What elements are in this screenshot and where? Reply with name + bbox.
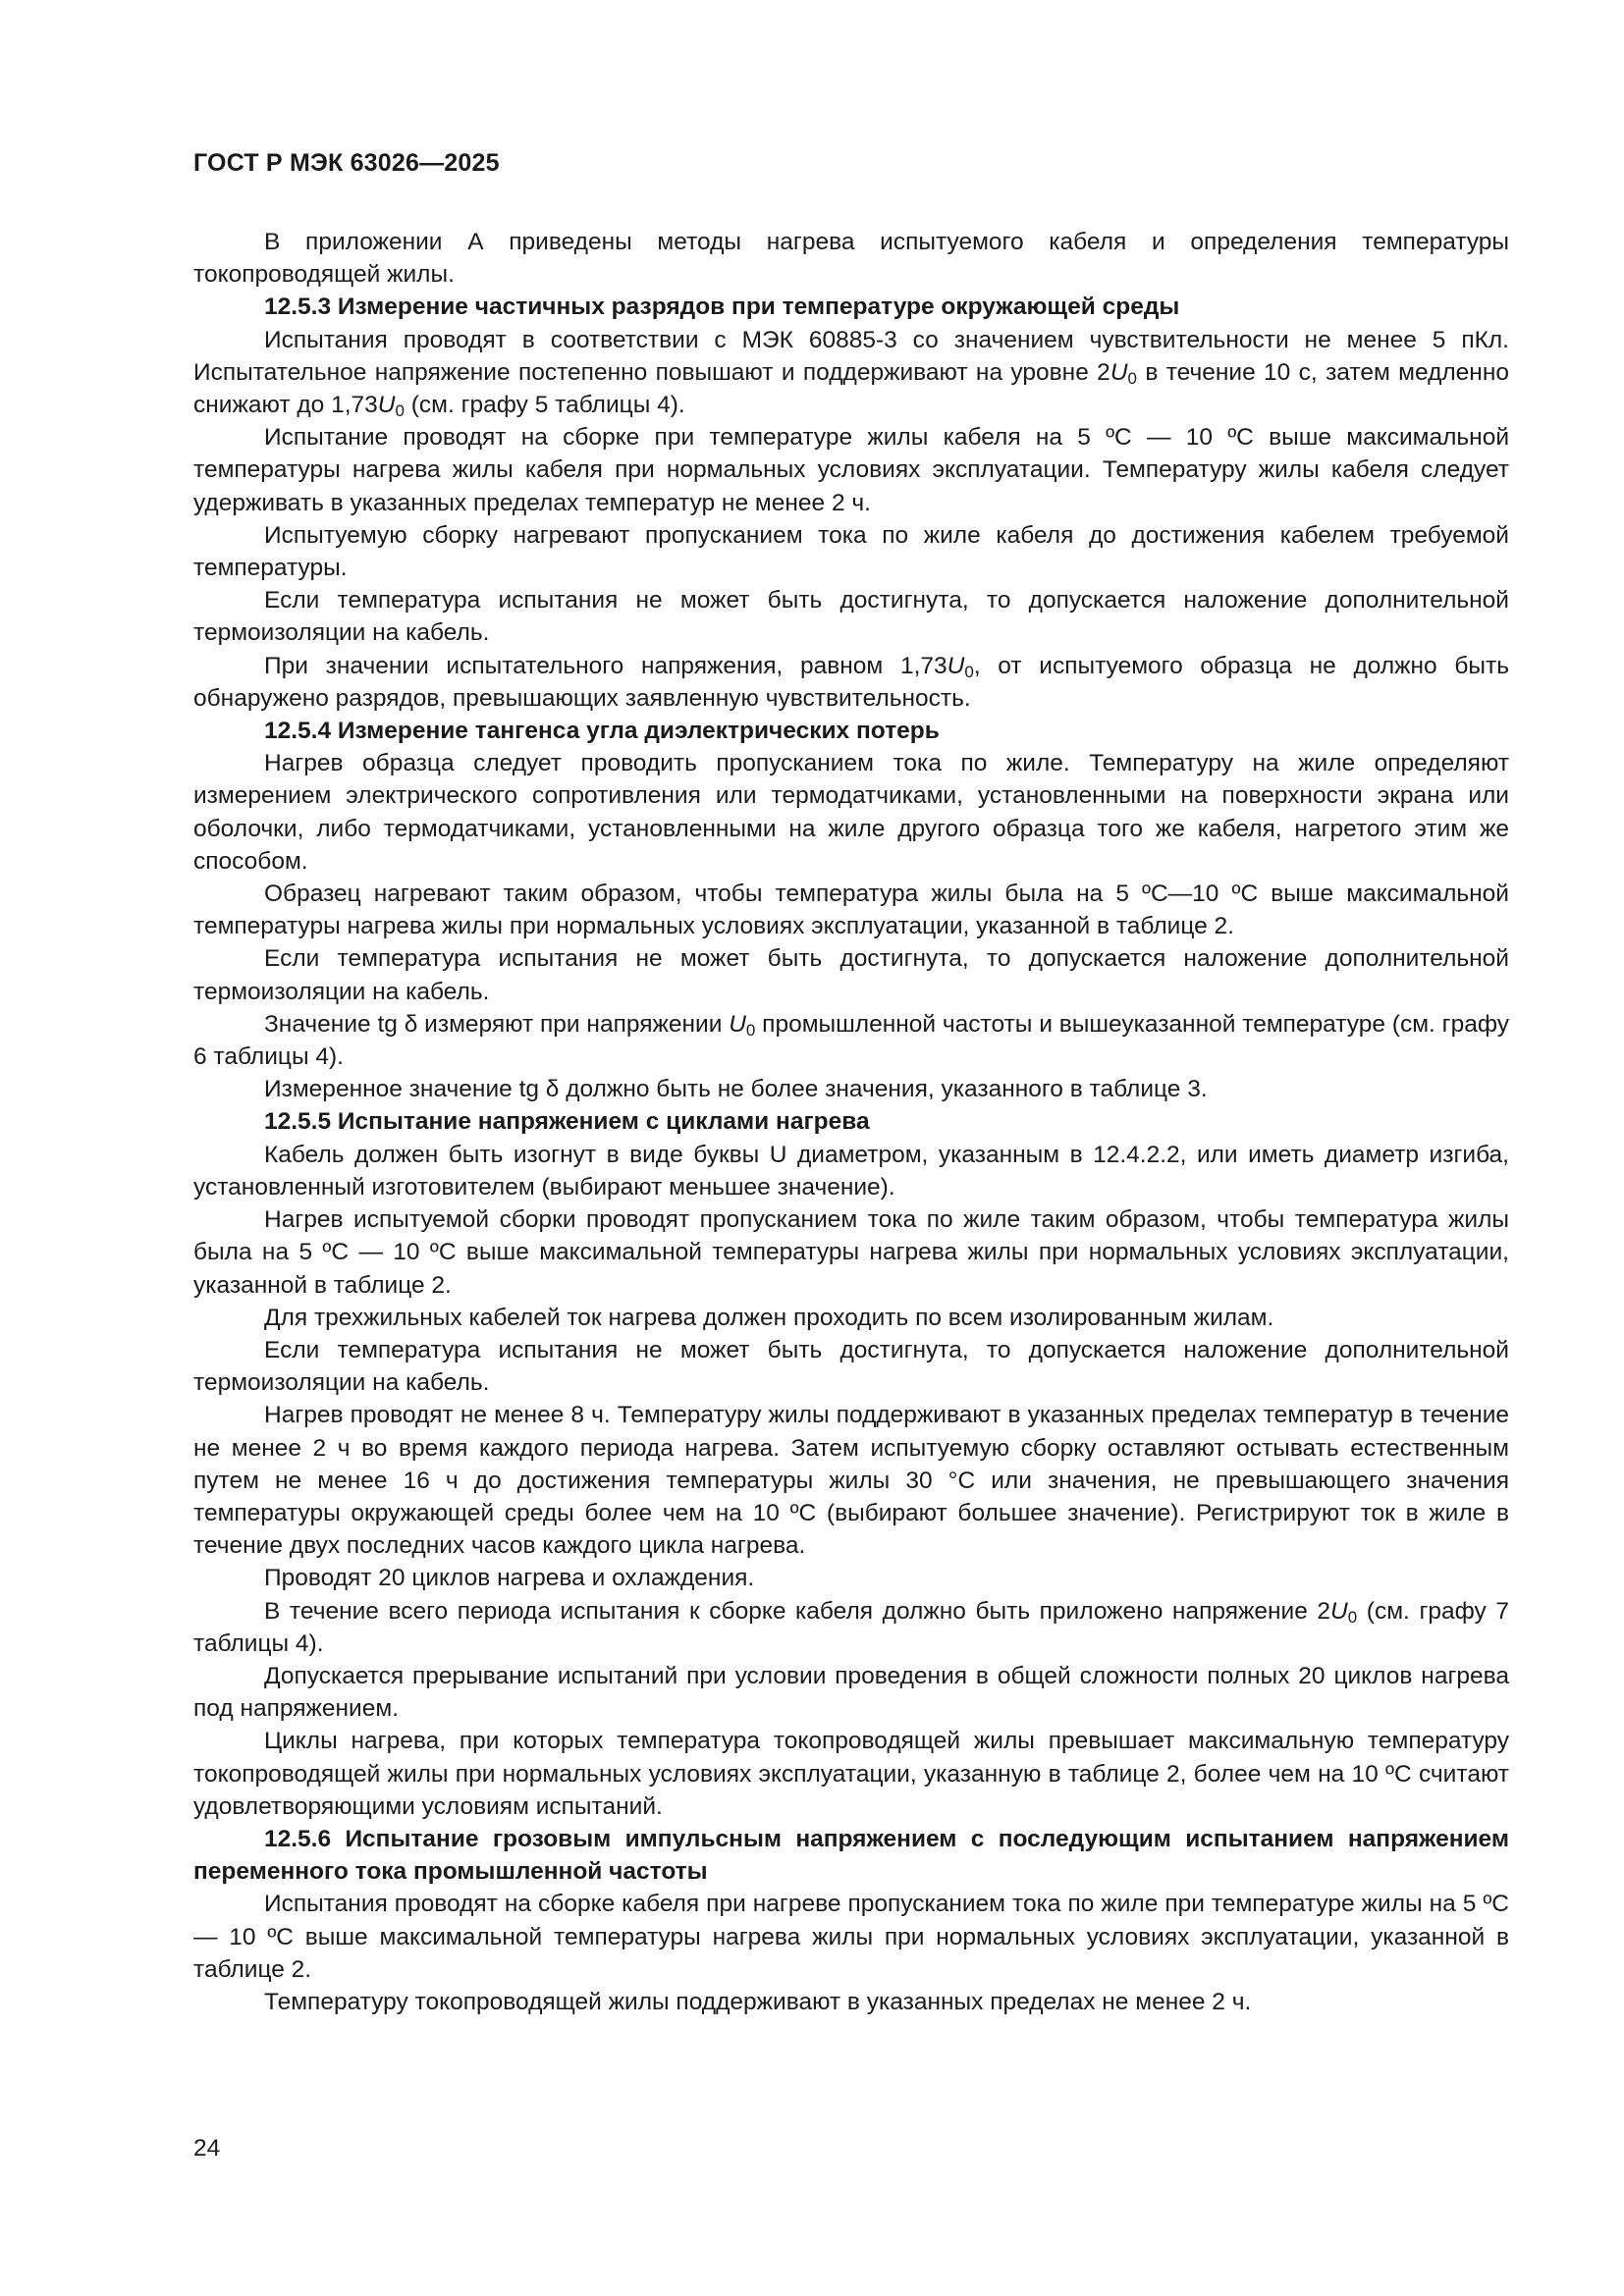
paragraph: Если температура испытания не может быть достигнута, то допускается наложение дополнительной термоизоляции на кабель. bbox=[193, 587, 1509, 647]
subscript-0: 0 bbox=[745, 1020, 756, 1040]
document-body bbox=[193, 226, 1509, 2018]
section-heading-12-5-5: 12.5.5 Испытание напряжением с циклами нагрева bbox=[264, 1108, 870, 1136]
subscript-0: 0 bbox=[964, 662, 974, 681]
paragraph: Испытание проводят на сборке при температуре жилы кабеля на 5 ºС — 10 ºС выше максимальной температуры нагрева жилы кабеля при нормальных условиях эксплуатации. Температуру жилы кабеля следует удерживать в указанных пределах температур не менее 2 ч. bbox=[193, 424, 1509, 516]
subscript-0: 0 bbox=[1347, 1607, 1358, 1627]
paragraph: Образец нагревают таким образом, чтобы температура жилы была на 5 ºС—10 ºС выше максимальной температуры нагрева жилы при нормальных условиях эксплуатации, указанной в таблице 2. bbox=[193, 881, 1509, 940]
paragraph: В приложении А приведены методы нагрева испытуемого кабеля и определения температуры токопроводящей жилы. bbox=[193, 229, 1509, 289]
document-header bbox=[193, 149, 500, 178]
symbol-u: U bbox=[1330, 1597, 1348, 1625]
page-number: 24 bbox=[193, 2135, 221, 2162]
paragraph: Измеренное значение tg δ должно быть не более значения, указанного в таблице 3. bbox=[264, 1076, 1208, 1103]
paragraph: Испытания проводят на сборке кабеля при нагреве пропусканием тока по жиле при температуре жилы на 5 ºС — 10 ºС выше максимальной температуры нагрева жилы при нормальных условиях эксплуатации, указанной в таблице 2. bbox=[193, 1891, 1509, 1983]
paragraph: Допускается прерывание испытаний при условии проведения в общей сложности полных 20 циклов нагрева под напряжением. bbox=[193, 1662, 1509, 1723]
paragraph: Нагрев испытуемой сборки проводят пропусканием тока по жиле таким образом, чтобы температура жилы была на 5 ºС — 10 ºС выше максимальной температуры нагрева жилы при нормальных условиях эксплуатации, указанной в таблице 2. bbox=[193, 1206, 1509, 1299]
paragraph: Циклы нагрева, при которых температура токопроводящей жилы превышает максимальную температуру токопроводящей жилы при нормальных условиях эксплуатации, указанную в таблице 2, более чем на 10 ºС считают удовлетворяющими условиям испытаний. bbox=[193, 1728, 1509, 1820]
section-heading-12-5-4: 12.5.4 Измерение тангенса угла диэлектрических потерь bbox=[264, 718, 940, 745]
paragraph: В течение всего периода испытания к сборке кабеля должно быть приложено напряжение $2U_0$ (см. графу 7 таблицы 4). bbox=[193, 1597, 1509, 1657]
paragraph: Испытания проводят в соответствии с МЭК 60885-3 со значением чувствительности не менее 5 пКл. Испытательное напряжение постепенно повышают и поддерживают на уровне $2U_0$ в течение 10 с, затем медленно снижают до $1,73U_0$ (см. графу 5 таблицы 4). bbox=[193, 326, 1509, 421]
paragraph: Если температура испытания не может быть достигнута, то допускается наложение дополнительной термоизоляции на кабель. bbox=[193, 945, 1509, 1005]
symbol-u: U bbox=[947, 652, 965, 679]
subscript-0: 0 bbox=[1127, 368, 1137, 388]
section-heading-12-5-3: 12.5.3 Измерение частичных разрядов при температуре окружающей среды bbox=[264, 294, 1180, 321]
paragraph: Испытуемую сборку нагревают пропусканием тока по жиле кабеля до достижения кабелем требуемой температуры. bbox=[193, 521, 1509, 582]
paragraph: Проводят 20 циклов нагрева и охлаждения. bbox=[264, 1565, 755, 1592]
subscript-0: 0 bbox=[395, 401, 405, 421]
paragraph: Кабель должен быть изогнут в виде буквы U диаметром, указанным в 12.4.2.2, или иметь диаметр изгиба, установленный изготовителем (выбирают меньшее значение). bbox=[193, 1141, 1509, 1201]
paragraph: Если температура испытания не может быть достигнута, то допускается наложение дополнительной термоизоляции на кабель. bbox=[193, 1336, 1509, 1397]
section-heading-12-5-6: 12.5.6 Испытание грозовым импульсным напряжением с последующим испытанием напряжением переменного тока промышленной частоты bbox=[193, 1825, 1509, 1886]
paragraph: Нагрев проводят не менее 8 ч. Температуру жилы поддерживают в указанных пределах температур в течение не менее 2 ч во время каждого периода нагрева. Затем испытуемую сборку оставляют остывать естественным путем не менее 16 ч до достижения температуры жилы 30 °С или значения, не превышающего значения температуры окружающей среды более чем на 10 ºС (выбирают большее значение). Регистрируют ток в жиле в течение двух последних часов каждого цикла нагрева. bbox=[193, 1402, 1509, 1560]
paragraph: Значение tg δ измеряют при напряжении $U_0$ промышленной частоты и вышеуказанной температуре (см. графу 6 таблицы 4). bbox=[193, 1010, 1509, 1071]
symbol-u: U bbox=[729, 1010, 746, 1038]
paragraph: Нагрев образца следует проводить пропусканием тока по жиле. Температуру на жиле определяют измерением электрического сопротивления или термодатчиками, установленными на поверхности экрана или оболочки, либо термодатчиками, установленными на жиле другого образца того же кабеля, нагретого этим же способом. bbox=[193, 750, 1509, 875]
paragraph: Температуру токопроводящей жилы поддерживают в указанных пределах не менее 2 ч. bbox=[264, 1988, 1252, 2015]
standard-code: ГОСТ Р МЭК 63026—2025 bbox=[193, 149, 500, 177]
paragraph: При значении испытательного напряжения, равном $1,73U_0$, от испытуемого образца не должно быть обнаружено разрядов, превышающих заявленную чувствительность. bbox=[193, 652, 1509, 712]
symbol-u: U bbox=[377, 392, 396, 419]
paragraph: Для трехжильных кабелей ток нагрева должен проходить по всем изолированным жилам. bbox=[264, 1304, 1274, 1331]
symbol-u: U bbox=[1110, 358, 1128, 386]
